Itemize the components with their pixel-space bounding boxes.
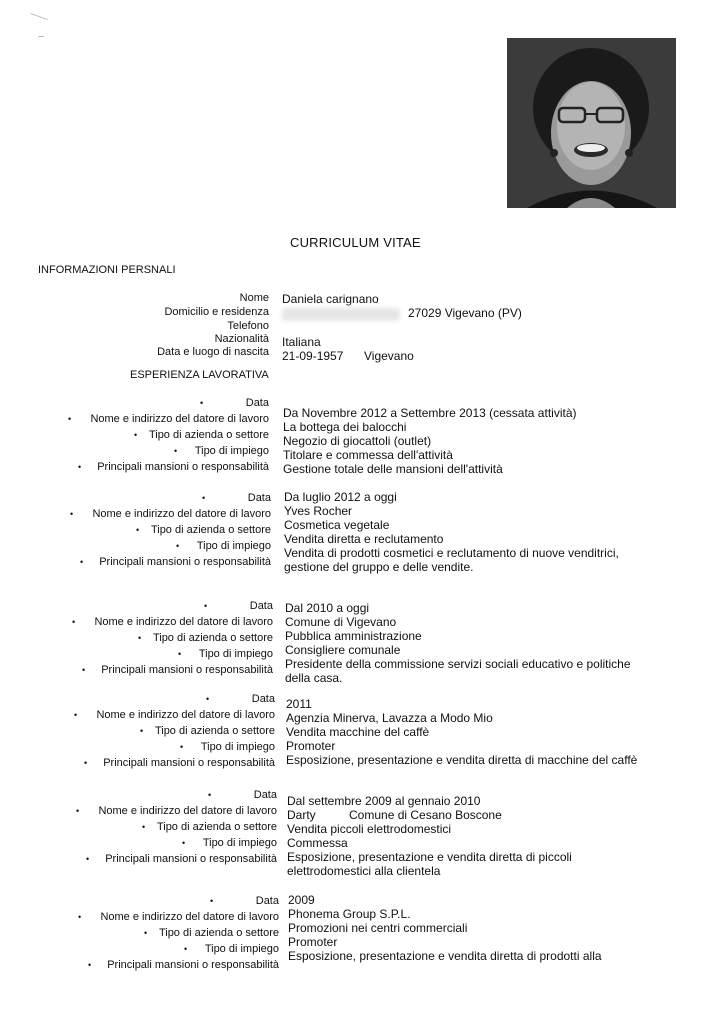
job-job-label: Tipo di impiego	[202, 837, 277, 849]
job-date-label: Data	[247, 492, 271, 504]
job-sector-label: Tipo di azienda o settore	[154, 725, 275, 737]
bullet-marker: •	[182, 838, 186, 848]
job-duties-label: Principali mansioni o responsabilità	[97, 461, 269, 473]
bullet-marker: •	[78, 462, 82, 472]
bullet-marker: •	[204, 601, 208, 611]
bullet-marker: •	[68, 414, 72, 424]
bullet-marker: •	[70, 509, 74, 519]
job-employer-value: Agenzia Minerva, Lavazza a Modo Mio	[286, 711, 493, 725]
job-date-value: Da luglio 2012 a oggi	[284, 490, 397, 504]
bullet-marker: •	[180, 742, 184, 752]
job-duties-value: elettrodomestici alla clientela	[287, 864, 441, 878]
portrait-image	[507, 38, 676, 208]
job-job-label: Tipo di impiego	[200, 741, 275, 753]
job-sector-value: Promozioni nei centri commerciali	[288, 921, 468, 935]
job-duties-value: Gestione totale delle mansioni dell'attività	[283, 462, 503, 476]
bullet-marker: •	[76, 806, 80, 816]
birth-label: Data e luogo di nascita	[157, 346, 269, 358]
nationality-label: Nazionalità	[214, 333, 269, 345]
job-job-label: Tipo di impiego	[198, 648, 273, 660]
job-sector-label: Tipo di azienda o settore	[156, 821, 277, 833]
bullet-marker: •	[202, 493, 206, 503]
job-employer-label: Nome e indirizzo del datore di lavoro	[94, 616, 273, 628]
job-duties-value: Esposizione, presentazione e vendita diretta di prodotti alla	[288, 949, 602, 963]
job-employer-value: Comune di Vigevano	[285, 615, 397, 629]
job-type-value: Vendita diretta e reclutamento	[284, 532, 444, 546]
job-sector-label: Tipo di azienda o settore	[148, 429, 269, 441]
nationality-value: Italiana	[282, 335, 321, 349]
job-duties-label: Principali mansioni o responsabilità	[99, 556, 271, 568]
bullet-marker: •	[208, 790, 212, 800]
bullet-marker: •	[80, 557, 84, 567]
bullet-marker: •	[140, 726, 144, 736]
job-type-value: Consigliere comunale	[285, 643, 401, 657]
bullet-marker: •	[88, 960, 92, 970]
job-sector-value: Pubblica amministrazione	[285, 629, 422, 643]
bullet-marker: •	[72, 617, 76, 627]
scan-speck	[38, 36, 44, 37]
bullet-marker: •	[82, 665, 86, 675]
job-sector-value: Vendita macchine del caffè	[286, 725, 430, 739]
profile-photo	[507, 38, 676, 208]
birth-date: 21-09-1957	[282, 349, 344, 363]
job-sector-label: Tipo di azienda o settore	[150, 524, 271, 536]
job-sector-value: Negozio di giocattoli (outlet)	[283, 434, 432, 448]
scan-speck	[30, 13, 47, 20]
name-label: Nome	[239, 292, 269, 304]
bullet-marker: •	[136, 525, 140, 535]
bullet-marker: •	[134, 430, 138, 440]
job-employer-value: La bottega dei balocchi	[283, 420, 407, 434]
job-sector-value: Cosmetica vegetale	[284, 518, 390, 532]
job-duties-value: della casa.	[285, 671, 343, 685]
document-title: CURRICULUM VITAE	[290, 235, 421, 250]
bullet-marker: •	[84, 758, 88, 768]
bullet-marker: •	[142, 822, 146, 832]
address-value: 27029 Vigevano (PV)	[408, 306, 522, 320]
bullet-marker: •	[206, 694, 210, 704]
job-duties-value: Presidente della commissione servizi sociali educativo e politiche	[285, 657, 631, 671]
job-date-value: Dal 2010 a oggi	[285, 601, 370, 615]
job-date-label: Data	[245, 397, 269, 409]
section-heading-work-experience: ESPERIENZA LAVORATIVA	[130, 369, 269, 381]
job-date-label: Data	[255, 895, 279, 907]
job-date-value: Da Novembre 2012 a Settembre 2013 (cessata attività)	[283, 406, 577, 420]
job-duties-label: Principali mansioni o responsabilità	[107, 959, 279, 971]
job-duties-label: Principali mansioni o responsabilità	[103, 757, 275, 769]
job-type-value: Promoter	[288, 935, 338, 949]
bullet-marker: •	[78, 912, 82, 922]
job-date-label: Data	[251, 693, 275, 705]
bullet-marker: •	[86, 854, 90, 864]
bullet-marker: •	[144, 928, 148, 938]
bullet-marker: •	[200, 398, 204, 408]
job-duties-value: gestione del gruppo e delle vendite.	[284, 560, 474, 574]
job-duties-value: Esposizione, presentazione e vendita diretta di macchine del caffè	[286, 753, 638, 767]
job-sector-label: Tipo di azienda o settore	[158, 927, 279, 939]
job-employer-label: Nome e indirizzo del datore di lavoro	[96, 709, 275, 721]
job-employer-value: Yves Rocher	[284, 504, 353, 518]
section-heading-personal-info: INFORMAZIONI PERSNALI	[38, 264, 176, 276]
job-employer-value: Darty Comune di Cesano Boscone	[287, 808, 502, 822]
job-employer-label: Nome e indirizzo del datore di lavoro	[90, 413, 269, 425]
job-sector-value: Vendita piccoli elettrodomestici	[287, 822, 452, 836]
job-date-label: Data	[253, 789, 277, 801]
address-label: Domicilio e residenza	[164, 306, 269, 318]
phone-label: Telefono	[227, 320, 269, 332]
job-duties-label: Principali mansioni o responsabilità	[105, 853, 277, 865]
job-employer-label: Nome e indirizzo del datore di lavoro	[98, 805, 277, 817]
bullet-marker: •	[138, 633, 142, 643]
job-date-value: 2009	[288, 893, 315, 907]
job-date-value: Dal settembre 2009 al gennaio 2010	[287, 794, 481, 808]
job-job-label: Tipo di impiego	[196, 540, 271, 552]
bullet-marker: •	[74, 710, 78, 720]
bullet-marker: •	[174, 446, 178, 456]
job-type-value: Promoter	[286, 739, 336, 753]
bullet-marker: •	[178, 649, 182, 659]
job-job-label: Tipo di impiego	[194, 445, 269, 457]
job-date-label: Data	[249, 600, 273, 612]
job-sector-label: Tipo di azienda o settore	[152, 632, 273, 644]
job-type-value: Titolare e commessa dell'attività	[283, 448, 453, 462]
job-employer-label: Nome e indirizzo del datore di lavoro	[100, 911, 279, 923]
job-type-value: Commessa	[287, 836, 348, 850]
job-job-label: Tipo di impiego	[204, 943, 279, 955]
bullet-marker: •	[184, 944, 188, 954]
job-duties-label: Principali mansioni o responsabilità	[101, 664, 273, 676]
name-value: Daniela carignano	[282, 292, 379, 306]
job-date-value: 2011	[286, 697, 312, 711]
job-employer-value: Phonema Group S.P.L.	[288, 907, 411, 921]
bullet-marker: •	[210, 896, 214, 906]
bullet-marker: •	[176, 541, 180, 551]
job-duties-value: Esposizione, presentazione e vendita diretta di piccoli	[287, 850, 572, 864]
job-employer-label: Nome e indirizzo del datore di lavoro	[92, 508, 271, 520]
job-duties-value: Vendita di prodotti cosmetici e reclutamento di nuove venditrici,	[284, 546, 619, 560]
redacted-address	[282, 308, 400, 321]
birth-place: Vigevano	[364, 349, 414, 363]
